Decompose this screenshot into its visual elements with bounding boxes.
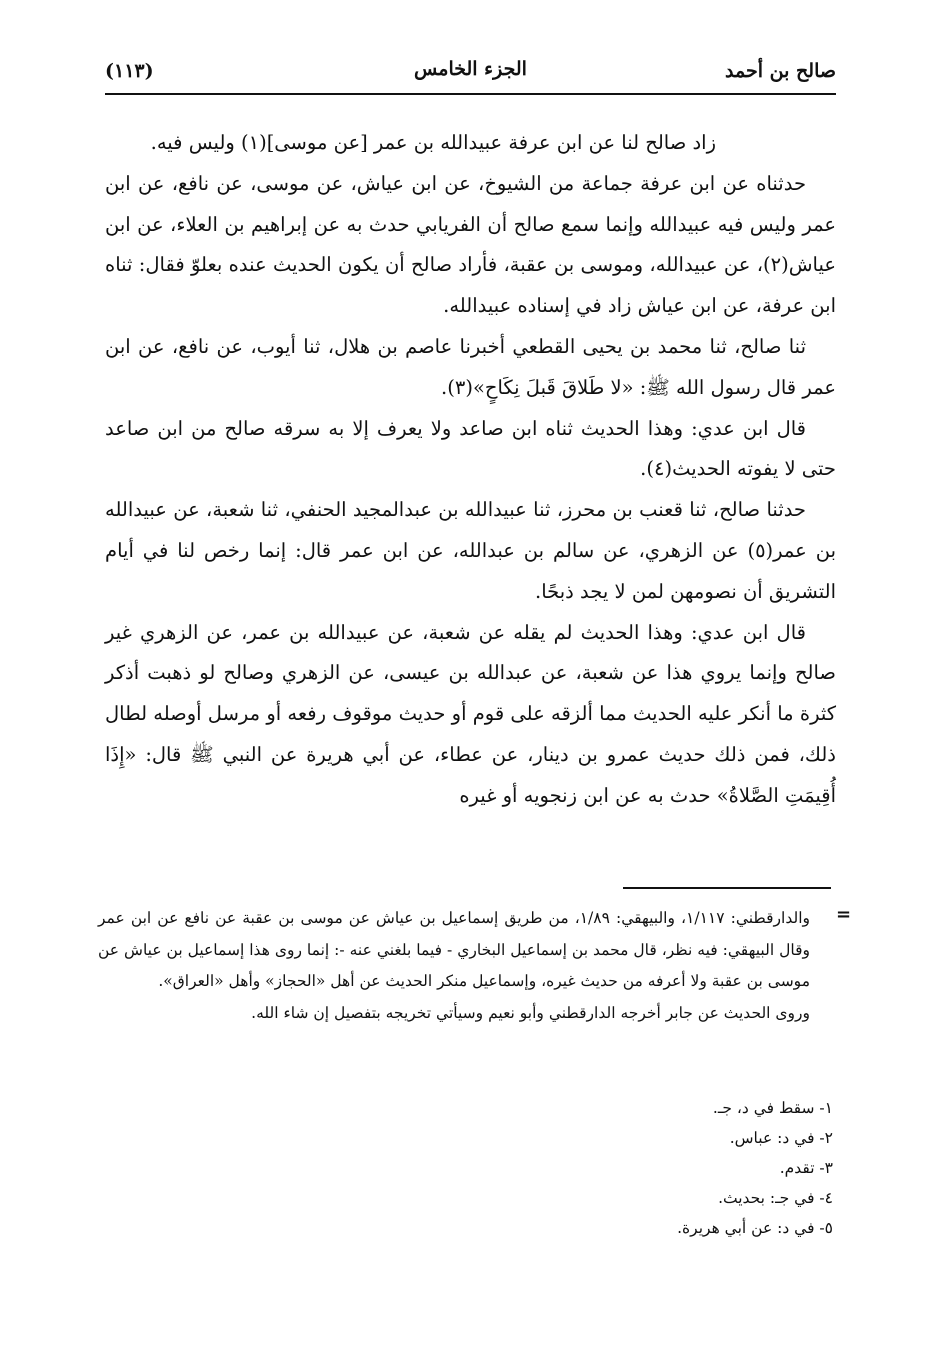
footnote-item: ٢- في د: عباس.: [729, 1129, 833, 1147]
footnote-item: ١- سقط في د، جـ.: [712, 1099, 833, 1117]
footnote-divider: [623, 887, 831, 889]
body-paragraph: حدثناه عن ابن عرفة جماعة من الشيوخ، عن ابن عياش، عن موسى، عن نافع، عن ابن عمر وليس فيه عبيدالله وإنما سمع صالح أن الفريابي حدث به عن إبراهيم بن العلاء، عن ابن عياش(٢)، عن عبيدالله، وموسى بن عقبة، فأراد صالح أن يكون الحديث عنده بعلوّ فقال: ثناه ابن عرفة، عن ابن عياش زاد في إسناده عبيدالله.: [105, 171, 836, 318]
header-divider: [105, 93, 836, 95]
body-paragraph: ثنا صالح، ثنا محمد بن يحيى القطعي أخبرنا عاصم بن هلال، ثنا أيوب، عن نافع، عن ابن عمر قال رسول الله ﷺ: «لا طَلاقَ قَبلَ نِكَاحٍ»(٣).: [105, 334, 836, 399]
footnote-item: ٥- في د: عن أبي هريرة.: [677, 1219, 833, 1237]
body-paragraph: زاد صالح لنا عن ابن عرفة عبيدالله بن عمر [عن موسى](١) وليس فيه.: [150, 131, 716, 154]
note-paragraph: والدارقطني: ١/١١٧، والبيهقي: ١/٨٩، من طريق إسماعيل بن عياش عن موسى بن عقبة عن نافع عن ابن عمر وقال البيهقي: فيه نظر، قال محمد بن إسماعيل البخاري - فيما بلغني عنه -: إنما روى هذا إسماعيل بن عياش عن موسى بن عقبة ولا أعرفه من حديث غيره، وإسماعيل منكر الحديث عن أهل «الحجاز» وأهل «العراق».: [98, 909, 810, 991]
running-header: [105, 52, 836, 92]
footnote-item: ٣- تقدم.: [779, 1159, 833, 1177]
note-paragraph: وروى الحديث عن جابر أخرجه الدارقطني وأبو نعيم وسيأتي تخريجه بتفصيل إن شاء الله.: [251, 1003, 810, 1022]
page-number: (١١٣): [105, 60, 154, 82]
footnote-item: ٤- في جـ: بحديث.: [718, 1189, 833, 1207]
body-paragraph: قال ابن عدي: وهذا الحديث لم يقله عن شعبة، عن عبيدالله بن عمر، عن الزهري غير صالح وإنما يروي هذا عن شعبة، عن عبدالله بن عيسى، عن الزهري وصالح لو ذهبت أذكر كثرة ما أنكر عليه الحديث مما ألزقه على قوم أو حديث موقوف رفعه أو مرسل أوصله لطال ذلك، فمن ذلك حديث عمرو بن دينار، عن عطاء، عن أبي هريرة عن النبي ﷺ قال: «إِذَا أُقِيمَتِ الصَّلاةُ» حدث به عن ابن زنجويه أو غيره: [105, 620, 836, 807]
footnote-continuation: [98, 903, 810, 1029]
header-author: صالح بن أحمد: [725, 60, 836, 82]
continuation-marker: =: [836, 904, 852, 925]
body-paragraph: حدثنا صالح، ثنا قعنب بن محرز، ثنا عبيدالله بن عبدالمجيد الحنفي، ثنا شعبة، عن عبيدالله بن عمر(٥) عن الزهري، عن سالم بن عبدالله، عن ابن عمر قال: إنما رخص لنا في أيام التشريق أن نصومهن لمن لا يجد ذبحًا.: [105, 498, 836, 603]
main-text: [105, 123, 836, 817]
body-paragraph: قال ابن عدي: وهذا الحديث ثناه ابن صاعد ولا يعرف إلا به سرقه صالح من ابن صاعد حتى لا يفوته الحديث(٤).: [105, 416, 836, 481]
header-volume: الجزء الخامس: [414, 58, 527, 80]
footnote-list: [98, 1093, 833, 1243]
